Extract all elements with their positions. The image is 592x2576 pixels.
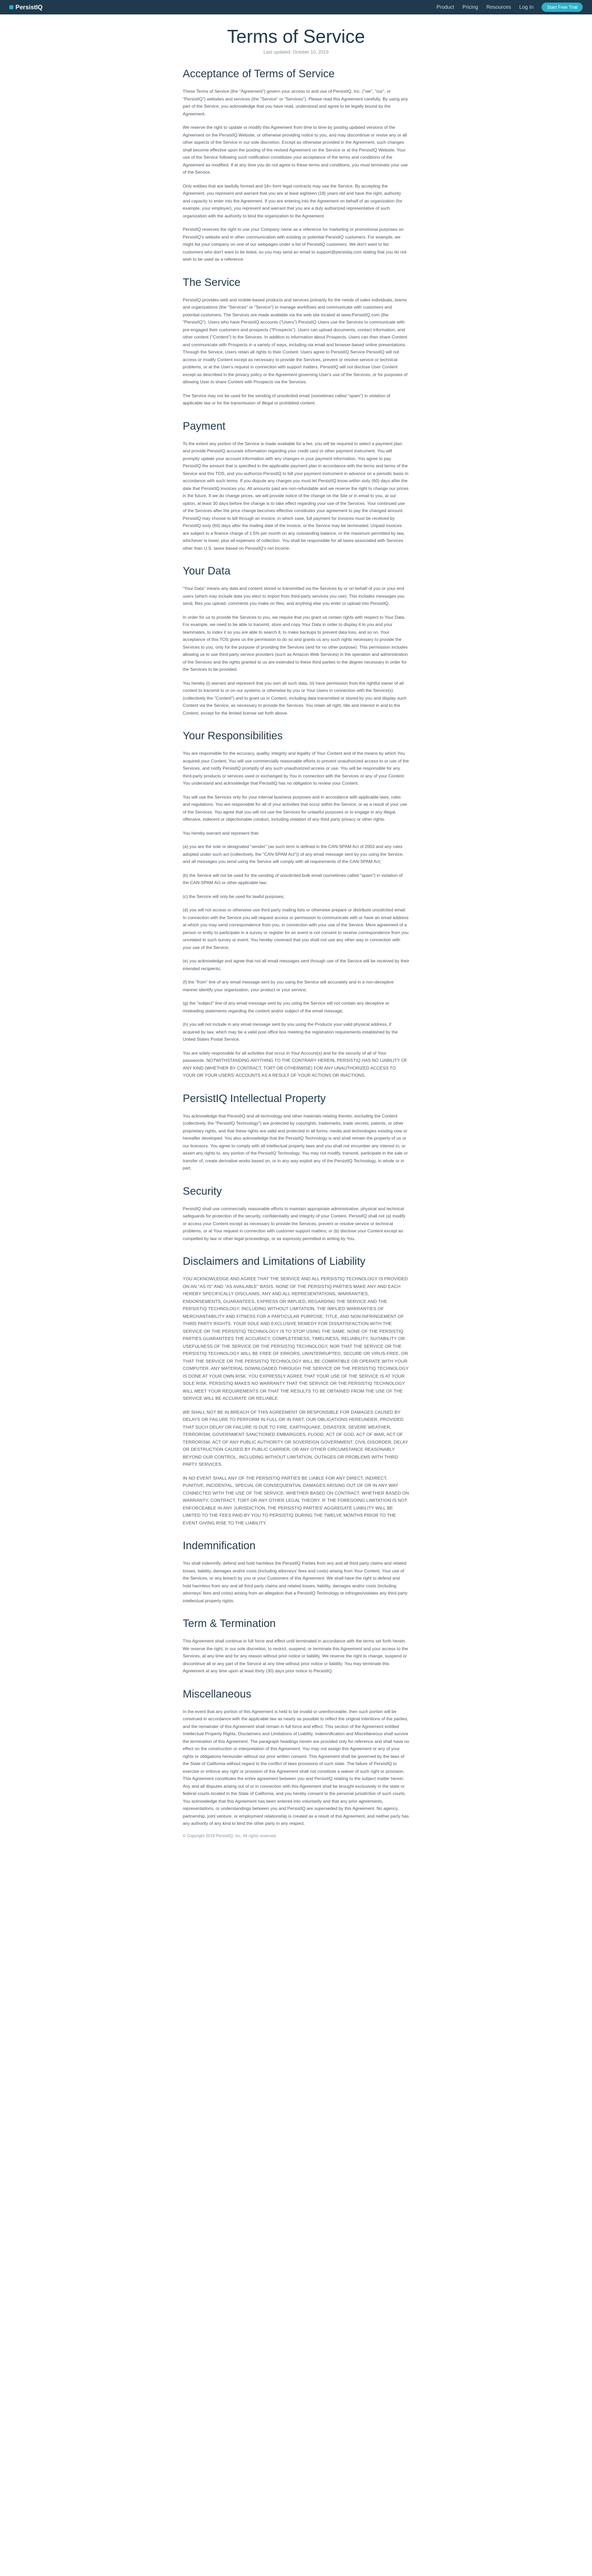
section-responsibilities <box>183 730 409 1079</box>
section-disclaimers <box>183 1256 409 1527</box>
last-updated: Last updated: October 10, 2019 <box>263 49 329 55</box>
paragraph: You hereby warrant and represent that: <box>183 830 259 836</box>
paragraph: PersistIQ shall use commercially reasonable efforts to maintain appropriate administrative, physical and technical safeguards for protection of the security, confidentiality and integrity of your Content. PersistIQ shall not (a) modify or access your Content except as necessary to provide the Services, prevent or resolve service or technical problems, or at Your request in connection with customer support matters; or (b) disclose your Content except as compelled by law or other legal proceedings, or as expressly permitted in writing by You. <box>183 1206 406 1241</box>
section-intellectual-property <box>183 1093 409 1172</box>
paragraph: PersistIQ reserves the right to use your Company name as a reference for marketing or promotional purposes on PersistIQ's website and in other communication with existing or potential PersistIQ customers. For example, we might list your company on one of our webpages under a list of PersistIQ customers. We don't want to list customers who don't want to be listed, so you may send an email to support@persistiq.com stating that you do not wish to be used as a reference. <box>183 227 407 262</box>
section-heading: Your Data <box>183 565 231 577</box>
nav-pricing[interactable]: Pricing <box>462 4 478 10</box>
paragraph: (h) you will not include in any email message sent by you using the Products your valid physical address, if acquired by law, which may be a valid post office box meeting the registration requirements established by the United States Postal Service. <box>183 1022 398 1042</box>
section-heading: Your Responsibilities <box>183 730 283 742</box>
paragraph: (g) the "subject" line of any email message sent by you using the Service will not contain any deceptive or misleading statements regarding the content and/or subject of the email message; <box>183 1001 390 1013</box>
paragraph: This Agreement shall continue in full force and effect until terminated in accordance with the terms set forth herein. We reserve the right, in our sole discretion, to restrict, suspend, or terminate this Agreement and your access to the Services, at any time and for any reason without prior notice or liability. We reserve the right to change, suspend or discontinue all or any part of the Service at any time without prior notice or liability. You may terminate this Agreement at any time upon at least thirty (30) days prior notice to PersistIQ. <box>183 1638 408 1673</box>
paragraph: (a) you are the sole or designated "sender" (as such term is defined in the CAN-SPAM Act of 2003 and any rules adopted under such act (collectively, the "CAN-SPAM Act")) of any email message sent by you using the Service, and all messages you send using the Service will comply with all requirements of the CAN-SPAM Act; <box>183 844 404 864</box>
paragraph: These Terms of Service (the "Agreement") govern your access to and use of PersistIQ, Inc. ("we", "our", or "PersistIQ") websites and services (the "Service" or "Services"). Please read this Agreement carefully. By using any part of the Service, you acknowledge that you have read, understood and agree to be legally bound by the Agreement. <box>183 89 408 116</box>
paragraph: (b) the Service will not be used for the sending of unsolicited bulk email (sometimes called "spam") in violation of the CAN-SPAM Act or other applicable law; <box>183 872 403 885</box>
paragraph: IN NO EVENT SHALL ANY OF THE PERSISTIQ PARTIES BE LIABLE FOR ANY DIRECT, INDIRECT, PUNITIVE, INCIDENTAL, SPECIAL OR CONSEQUENTIAL DAMAGES ARISING OUT OF OR IN ANY WAY CONNECTED WITH THE USE OF THE SERVICE, WHETHER BASED ON CONTRACT, WHETHER BASED ON WARRANTY, CONTRACT, TORT OR ANY OTHER LEGAL THEORY. IF THE FOREGOING LIMITATION IS NOT ENFORCEABLE IN ANY JURISDICTION, THE PERSISTIQ PARTIES' AGGREGATE LIABILITY WILL BE LIMITED TO THE FEES PAID BY YOU TO PERSISTIQ DURING THE TWELVE MONTHS PRIOR TO THE EVENT GIVING RISE TO THE LIABILITY. <box>183 1475 409 1526</box>
page-title: Terms of Service <box>227 26 365 47</box>
nav-product[interactable]: Product <box>436 4 455 10</box>
section-heading: Miscellaneous <box>183 1688 252 1700</box>
paragraph: You are solely responsible for all activities that occur in Your Account(s) and for the security of all of Your passwords. NOTWITHSTANDING ANYTHING TO THE CONTRARY HEREIN, PERSISTIQ HAS NO LIABILITY OF ANY KIND (WHETHER BY CONTRACT, TORT OR OTHERWISE) FOR ANY UNAUTHORIZED ACCESS TO YOUR OR YOUR USERS' ACCOUNTS AS A RESULT OF YOUR ACTIONS OR INACTIONS. <box>183 1050 408 1078</box>
paragraph: "Your Data" means any data and content stored or transmitted via the Services by or on behalf of you or your end users (which may include data you elect to import from third-party services you use). This includes messages you send, files you upload, comments you make on files, and anything else you enter or upload into PersistIQ. <box>183 586 405 606</box>
top-navbar <box>0 0 592 14</box>
brand-logo[interactable] <box>9 4 43 11</box>
section-heading: Indemnification <box>183 1540 256 1552</box>
paragraph: You hereby (i) warrant and represent that you own all such data, (ii) have permission from the rightful owner of all content to transmit to or on our systems or otherwise by you or Your Users in connection with the Service(s) (collectively the "Content") and to grant us in Content, including data transmitted or stored by you and display such Content via the Service, as necessary to provide the Services. You retain all right, title and interest in and to the Content, except for the limited license set forth above. <box>183 680 407 716</box>
nav-login[interactable]: Log In <box>519 4 534 10</box>
paragraph: (e) you acknowledge and agree that not all email messages sent through use of the Service will be received by their intended recipients; <box>183 958 409 971</box>
section-heading: PersistIQ Intellectual Property <box>183 1092 326 1105</box>
copyright-notice: © Copyright 2019 PersistIQ, Inc. All rights reserved. <box>183 1833 277 1838</box>
main-nav <box>437 3 583 12</box>
logo-icon <box>9 5 13 9</box>
paragraph: To the extent any portion of the Service is made available for a fee, you will be required to select a payment plan and provide PersistIQ accurate information regarding your credit card or other payment instrument. You will promptly update your account information with any changes in your payment information. You agree to pay PersistIQ the amount that is specified in the applicable payment plan in accordance with the terms and terms of the Service and this TOS, and you authorize PersistIQ to bill your payment instrument in advance on a periodic basis in accordance with such terms. If you dispute any charges you must let PersistIQ know within sixty (60) days after the date that PersistIQ invoices you. All amounts paid are non-refundable and we reserve the right to change our prices in the future. If we do change prices, we will provide notice of the change on the Site or in email to you, at our option, at least 30 days before the change is to take effect regarding your use of the Services. Your continued use of the Services after the price change becomes effective constitutes your agreement to pay the changed amount. PersistIQ may choose to bill through an invoice, in which case, full payment for invoices must be received by PersistIQ sixty (60) days after the mailing date of the invoice, or the Service may be terminated. Unpaid invoices are subject to a finance charge of 1.5% per month on any outstanding balance, or the maximum permitted by law, whichever is lower, plus all expenses of collection. You shall be responsible for all taxes associated with Services other than U.S. taxes based on PersistIQ's net income. <box>183 440 409 551</box>
section-miscellaneous <box>183 1688 409 1827</box>
paragraph: WE SHALL NOT BE IN BREACH OF THIS AGREEMENT OR RESPONSIBLE FOR DAMAGES CAUSED BY DELAYS OR FAILURE TO PERFORM IN FULL OR IN PART, OUR OBLIGATIONS HEREUNDER, PROVIDED THAT SUCH DELAY OR FAILURE IS DUE TO FIRE, EARTHQUAKE, DISASTER, SEVERE WEATHER, TERRORISM, GOVERNMENT SANCTIONED EMBARGOES, FLOOD, ACT OF GOD, ACT OF WAR, ACT OF TERRORISM, ACT OF ANY PUBLIC AUTHORITY OR SOVEREIGN GOVERNMENT, CIVIL DISORDER, DELAY OR DESTRUCTION CAUSED BY PUBLIC CARRIER, OR ANY OTHER CIRCUMSTANCE REASONABLY BEYOND OUR CONTROL, INCLUDING WITHOUT LIMITATION, OUTAGES OR PROBLEMS WITH THIRD PARTY SERVICES. <box>183 1409 408 1467</box>
section-security <box>183 1185 409 1243</box>
section-acceptance <box>183 68 409 263</box>
paragraph: YOU ACKNOWLEDGE AND AGREE THAT THE SERVICE AND ALL PERSISTIQ TECHNOLOGY IS PROVIDED ON AN "AS IS" AND "AS AVAILABLE" BASIS. NONE OF THE PERSISTIQ PARTIES MAKE ANY AND EACH HEREBY SPECIFICALLY DISCLAIMS, ANY AND ALL REPRESENTATIONS, WARRANTIES, ENDORSEMENTS, GUARANTEES, EXPRESS OR IMPLIED, REGARDING THE SERVICE AND THE PERSISTIQ TECHNOLOGY, INCLUDING WITHOUT LIMITATION, THE IMPLIED WARRANTIES OF MERCHANTABILITY AND FITNESS FOR A PARTICULAR PURPOSE, TITLE, AND NON-INFRINGEMENT OF THIRD PARTY RIGHTS. YOUR SOLE AND EXCLUSIVE REMEDY FOR DISSATISFACTION WITH THE SERVICE OR THE PERSISTIQ TECHNOLOGY IS TO STOP USING THE SAME. NONE OF THE PERSISTIQ PARTIES GUARANTEES THE ACCURACY, COMPLETENESS, TIMELINESS, RELIABILITY, SUITABILITY OR USEFULNESS OF THE SERVICE OR THE PERSISTIQ TECHNOLOGY, NOR THAT THE SERVICE OR THE PERSISTIQ TECHNOLOGY WILL BE FREE OF ERRORS, UNINTERRUPTED, SECURE OR VIRUS-FREE, OR THAT THE SERVICE OR THE PERSISTIQ TECHNOLOGY WILL BE COMPATIBLE OR OPERATE WITH YOUR COMPUTER. ANY MATERIAL DOWNLOADED THROUGH THE SERVICE OR THE PERSISTIQ TECHNOLOGY IS DONE AT YOUR OWN RISK. YOU EXPRESSLY AGREE THAT YOUR USE OF THE SERVICE IS AT YOUR SOLE RISK. PERSISTIQ MAKES NO WARRANTY THAT THE SERVICE OR THE PERSISTIQ TECHNOLOGY WILL MEET YOUR REQUIREMENTS OR THAT THE RESULTS TO BE OBTAINED FROM THE USE OF THE SERVICE WILL BE ACCURATE OR RELIABLE. <box>183 1276 409 1401</box>
section-your-data <box>183 565 409 717</box>
paragraph: (f) the "from" line of any email message sent by you using the Service will accurately and in a non-deceptive manner identify your organization, your product or your service; <box>183 979 394 992</box>
section-heading: Disclaimers and Limitations of Liability <box>183 1256 365 1267</box>
paragraph: (c) the Service will only be used for lawful purposes; <box>183 893 285 899</box>
paragraph: PersistIQ provides web and mobile-based products and services primarily for the needs of sales individuals, teams and organizations (the "Services" or "Service") to manage workflows and communicate with customers and potential customers. The Services are made available via the web site located at www.PersistIQ.com (the "PersistIQ"). Users who have PersistIQ accounts ("Users") PersistIQ Users use the Services to communicate with pre-engaged their customers and prospects ("Prospects"). Users can upload documents, contact information, and other content ("Content") to the Services. In addition to information about Prospects, Users can then share Content and communicate with Prospects in a variety of ways, including via email and browser-based online presentations. Through the Service, Users retain all rights to their Content. Users agree to PersistIQ Service PersistIQ will not access or modify Content except as necessary to provide the Services, prevent or resolve service or technical problems, or at the User's request in connection with support matters. PersistIQ will not disclose User Content except as described in the privacy policy or the Agreement governing User's use of the Services, or for purposes of allowing User to share Content with Prospects via the Services. <box>183 297 408 384</box>
section-term-termination <box>183 1618 409 1675</box>
section-indemnification <box>183 1540 409 1604</box>
paragraph: In order for us to provide the Services to you, we require that you grant us certain rights with respect to Your Data. For example, we need to be able to transmit, store and copy Your Data in order to display it to you and your teammates, to index it so you are able to search it, to make backups to prevent data loss, and so on. Your acceptance of this TOS gives us the permission to do so and grants us any such rights necessary to provide the Services to you, only for the purpose of providing the Services (and for no other purpose). This permission includes allowing us to use third-party service providers (such as Amazon Web Services) in the operation and administration of the Services and the rights granted to us are extended to these third parties to the degree necessary in order for the Services to be provided. <box>183 614 408 672</box>
section-the-service <box>183 277 409 407</box>
paragraph: You acknowledge that PersistIQ and all technology and other materials relating thereto, excluding the Content (collectively, the "PersistIQ Technology") are protected by copyrights, trademarks, trade secrets, patents, or other proprietary rights, and that these rights are valid and protected in all forms, media and technologies existing now or hereafter developed. You also acknowledge that the PersistIQ Technology is and shall remain the property of us or our licensors. You agree to comply with all intellectual property laws and you shall not encumber any interest in, or assert any rights to, any portion of the PersistIQ Technology. You may not modify, transmit, participate in the sale or transfer of, create derivative works based on, or in any way exploit any of the PersistIQ Technology, in whole or in part. <box>183 1113 408 1171</box>
paragraph: You will use the Services only for your internal business purposes and in accordance with applicable laws, rules and regulations. You are responsible for all of your activities that occur within the Service, or as a result of your use of the Services. You agree that you will not use the Services for unlawful purposes or to engage in any illegal, offensive, indecent or objectionable conduct, including violation of any third party privacy or other rights. <box>183 794 407 822</box>
section-heading: Security <box>183 1185 222 1197</box>
paragraph: Only entities that are lawfully formed and 18+ form legal contracts may use the Service. By accepting the Agreement, you represent and warrant that you are at least eighteen (18) years old and have the right, authority and capacity to enter into the Agreement. If you are entering into the Agreement on behalf of an organization (for example, your employer), you represent and warrant that you are a duly authorized representative of such organization with the authority to bind the organization to the Agreement. <box>183 183 403 218</box>
terms-content <box>183 26 409 1838</box>
section-heading: The Service <box>183 276 241 289</box>
section-heading: Term & Termination <box>183 1618 276 1630</box>
paragraph: You are responsible for the accuracy, quality, integrity and legality of Your Content and of the means by which You acquired your Content. You will use commercially reasonable efforts to prevent unauthorized access to or use of the Services, and notify PersistIQ promptly of any such unauthorized access or use. You will be responsible for any third-party products or services used or exchanged by You in connection with the Services or any of your Content. You understand and acknowledge that PersistIQ has no obligation to review your Content. <box>183 751 409 786</box>
start-trial-button[interactable]: Start Free Trial <box>542 3 583 12</box>
brand-name: PersistIQ <box>15 4 43 11</box>
paragraph: In the event that any portion of this Agreement is held to be invalid or unenforceable, then such portion will be construed in accordance with the applicable law as nearly as possible to reflect the original intentions of the parties, and the remainder of this Agreement shall remain in full force and effect. This section of the Agreement entitled Intellectual Property Rights, Disclaimers and Limitations of Liability, Indemnification and Miscellaneous shall survive the termination of this Agreement. The paragraph headings herein are provided only for reference and shall have no effect on the construction or interpretation of this Agreement. You may not assign this Agreement or any of your rights or obligations hereunder without our prior written consent. This Agreement shall be governed by the laws of the State of California without regard to the conflict of laws provisions of such state. The failure of PersistIQ to exercise or enforce any right or provision of this Agreement shall not constitute a waiver of such right or provision. This Agreement constitutes the entire agreement between you and PersistIQ relating to the subject matter herein. Any and all disputes arising out of or in connection with this Agreement shall be brought exclusively in the state or federal courts located in the State of California, and you hereby consent to the personal jurisdiction of such courts. You acknowledge that this Agreement has been entered into voluntarily and that any prior agreements, representations, or understandings between you and PersistIQ are superseded by this Agreement. No agency, partnership, joint venture, or employment relationship is created as a result of this Agreement, and neither party has any authority of any kind to bind the other party in any respect. <box>183 1708 409 1826</box>
section-payment <box>183 420 409 552</box>
section-heading: Acceptance of Terms of Service <box>183 68 335 80</box>
paragraph: You shall indemnify, defend and hold harmless the PersistIQ Parties from any and all third party claims and related losses, liability, damages and/or costs (including attorneys' fees and costs) arising from Your Content, Your use of the Services, or any breach by you or your Customers of this Agreement. We shall have the right to defend and hold harmless from any and all third party claims and related losses, liability, damages and/or costs (including attorneys' fees and costs) arising from an allegation that a PersistIQ Technology or infringes/violates any third party intellectual property rights. <box>183 1561 408 1603</box>
paragraph: (d) you will not access or otherwise use third party mailing lists or otherwise prepare or distribute unsolicited email. In connection with the Service you will request access or permission to communicate with or have an email address at which you may send correspondence from you, in connection with your use of the Service. Mere agreement of a person or entity to participate in a survey or register for an event is not consent to receive correspondence from you unrelated to such survey or event. You hereby covenant that you shall not use any other way in connection with your use of the Service; <box>183 907 409 950</box>
paragraph: We reserve the right to update or modify this Agreement from time to time by posting updated versions of the Agreement on the PersistIQ Website, or otherwise providing notice to you, and may discontinue or revise any or all other aspects of the Service in our sole discretion. Except as otherwise provided in the Agreement, such changes shall become effective upon the posting of the revised Agreement on the Service or at the PersistIQ Website. Your use of the Service following such notification constitutes your acceptance of the terms and conditions of the Agreement as modified. If at any time you do not agree to these terms and conditions, you must terminate your use of the Service. <box>183 125 408 175</box>
nav-resources[interactable]: Resources <box>486 4 511 10</box>
paragraph: The Service may not be used for the sending of unsolicited email (sometimes called "spam") in violation of applicable law or for the transmission of illegal or prohibited content. <box>183 393 391 405</box>
section-heading: Payment <box>183 420 225 432</box>
